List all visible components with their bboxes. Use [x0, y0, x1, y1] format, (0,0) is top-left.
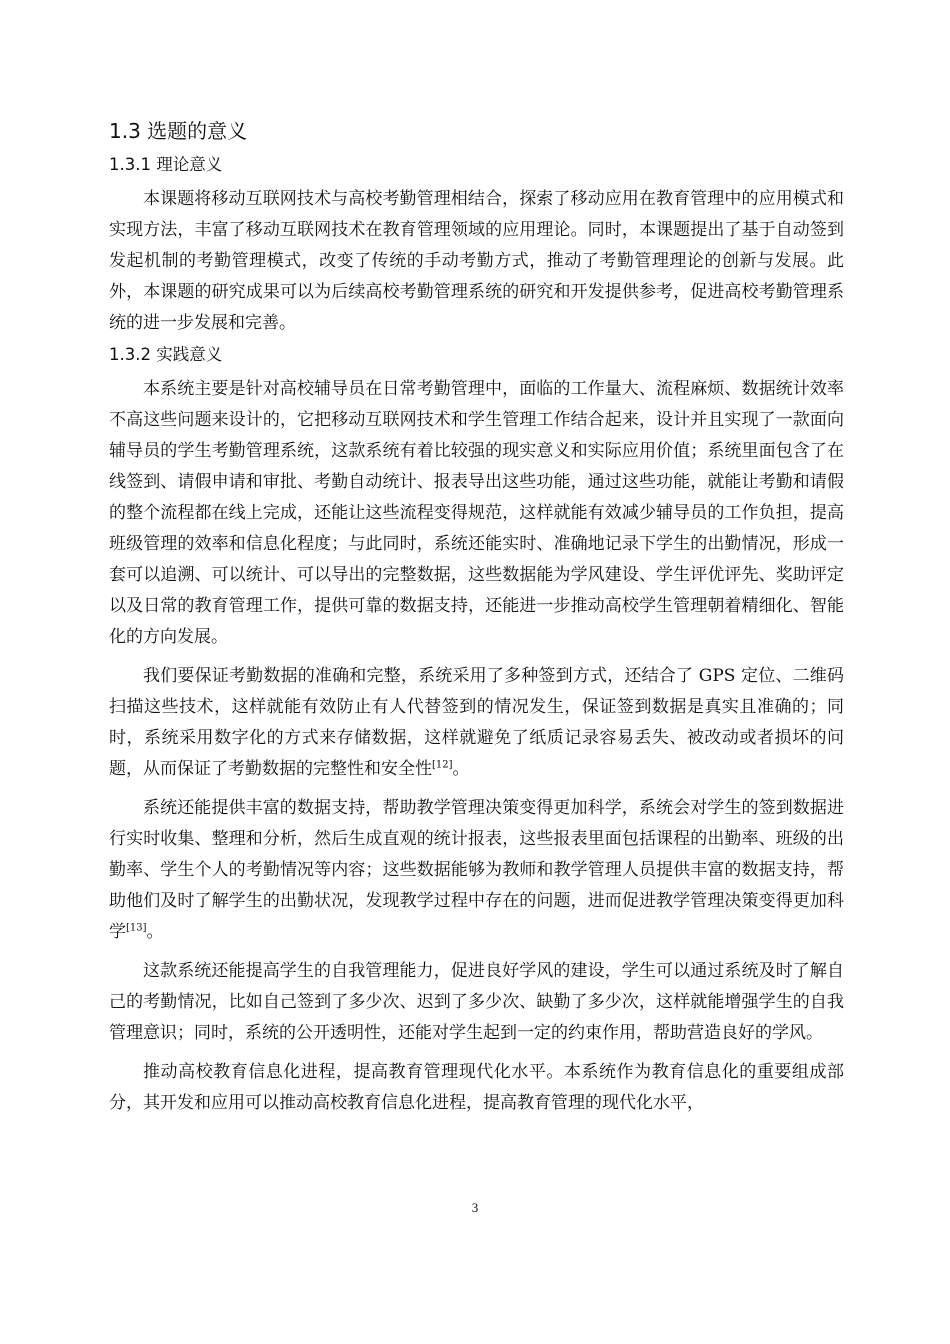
paragraph-practice-3: [109, 793, 844, 948]
paragraph-practice-2: [109, 661, 844, 785]
citation-12: [12]: [432, 759, 453, 771]
paragraph-practice-3-end: 。: [146, 922, 164, 942]
paragraph-practice-5: 推动高校教育信息化进程，提高教育管理现代化水平。本系统作为教育信息化的重要组成部分，其开发和应用可以推动高校教育信息化进程，提高教育管理的现代化水平，: [109, 1062, 844, 1113]
subsection-heading-theory: 1.3.1 理论意义: [109, 155, 223, 174]
paragraph-practice-3-text: 系统还能提供丰富的数据支持，帮助教学管理决策变得更加科学，系统会对学生的签到数据进行实时收集、整理和分析，然后生成直观的统计报表，这些报表里面包括课程的出勤率、班级的出勤率、学生个人的考勤情况等内容；这些数据能够为教师和教学管理人员提供丰富的数据支持，帮助他们及时了解学生的出勤状况，发现教学过程中存在的问题，进而促进教学管理决策变得更加科学: [109, 798, 844, 942]
subsection-heading-practice: 1.3.2 实践意义: [109, 345, 223, 364]
page-number: 3: [471, 1200, 479, 1215]
paragraph-practice-4: 这款系统还能提高学生的自我管理能力，促进良好学风的建设，学生可以通过系统及时了解自己的考勤情况，比如自己签到了多少次、迟到了多少次、缺勤了多少次，这样就能增强学生的自我管理意识；同时，系统的公开透明性，还能对学生起到一定的约束作用，帮助营造良好的学风。: [109, 961, 844, 1043]
citation-13: [13]: [126, 922, 147, 934]
section-heading: 1.3 选题的意义: [109, 119, 248, 143]
paragraph-theory: 本课题将移动互联网技术与高校考勤管理相结合，探索了移动应用在教育管理中的应用模式和实现方法，丰富了移动互联网技术在教育管理领域的应用理论。同时，本课题提出了基于自动签到发起机制的考勤管理模式，改变了传统的手动考勤方式，推动了考勤管理理论的创新与发展。此外，本课题的研究成果可以为后续高校考勤管理系统的研究和开发提供参考，促进高校考勤管理系统的进一步发展和完善。: [109, 189, 844, 333]
paragraph-practice-2-text: 我们要保证考勤数据的准确和完整，系统采用了多种签到方式，还结合了 GPS 定位、二维码扫描这些技术，这样就能有效防止有人代替签到的情况发生，保证签到数据是真实且准确的；同时，系统采用数字化的方式来存储数据，这样就避免了纸质记录容易丢失、被改动或者损坏的问题，从而保证了考勤数据的完整性和安全性: [109, 666, 844, 779]
paragraph-practice-1: 本系统主要是针对高校辅导员在日常考勤管理中，面临的工作量大、流程麻烦、数据统计效率不高这些问题来设计的，它把移动互联网技术和学生管理工作结合起来，设计并且实现了一款面向辅导员的学生考勤管理系统，这款系统有着比较强的现实意义和实际应用价值；系统里面包含了在线签到、请假申请和审批、考勤自动统计、报表导出这些功能，通过这些功能，就能让考勤和请假的整个流程都在线上完成，还能让这些流程变得规范，这样就能有效减少辅导员的工作负担，提高班级管理的效率和信息化程度；与此同时，系统还能实时、准确地记录下学生的出勤情况，形成一套可以追溯、可以统计、可以导出的完整数据，这些数据能为学风建设、学生评优评先、奖助评定以及日常的教育管理工作，提供可靠的数据支持，还能进一步推动高校学生管理朝着精细化、智能化的方向发展。: [109, 379, 844, 647]
document-page: [109, 114, 844, 1122]
paragraph-practice-2-end: 。: [452, 759, 470, 779]
